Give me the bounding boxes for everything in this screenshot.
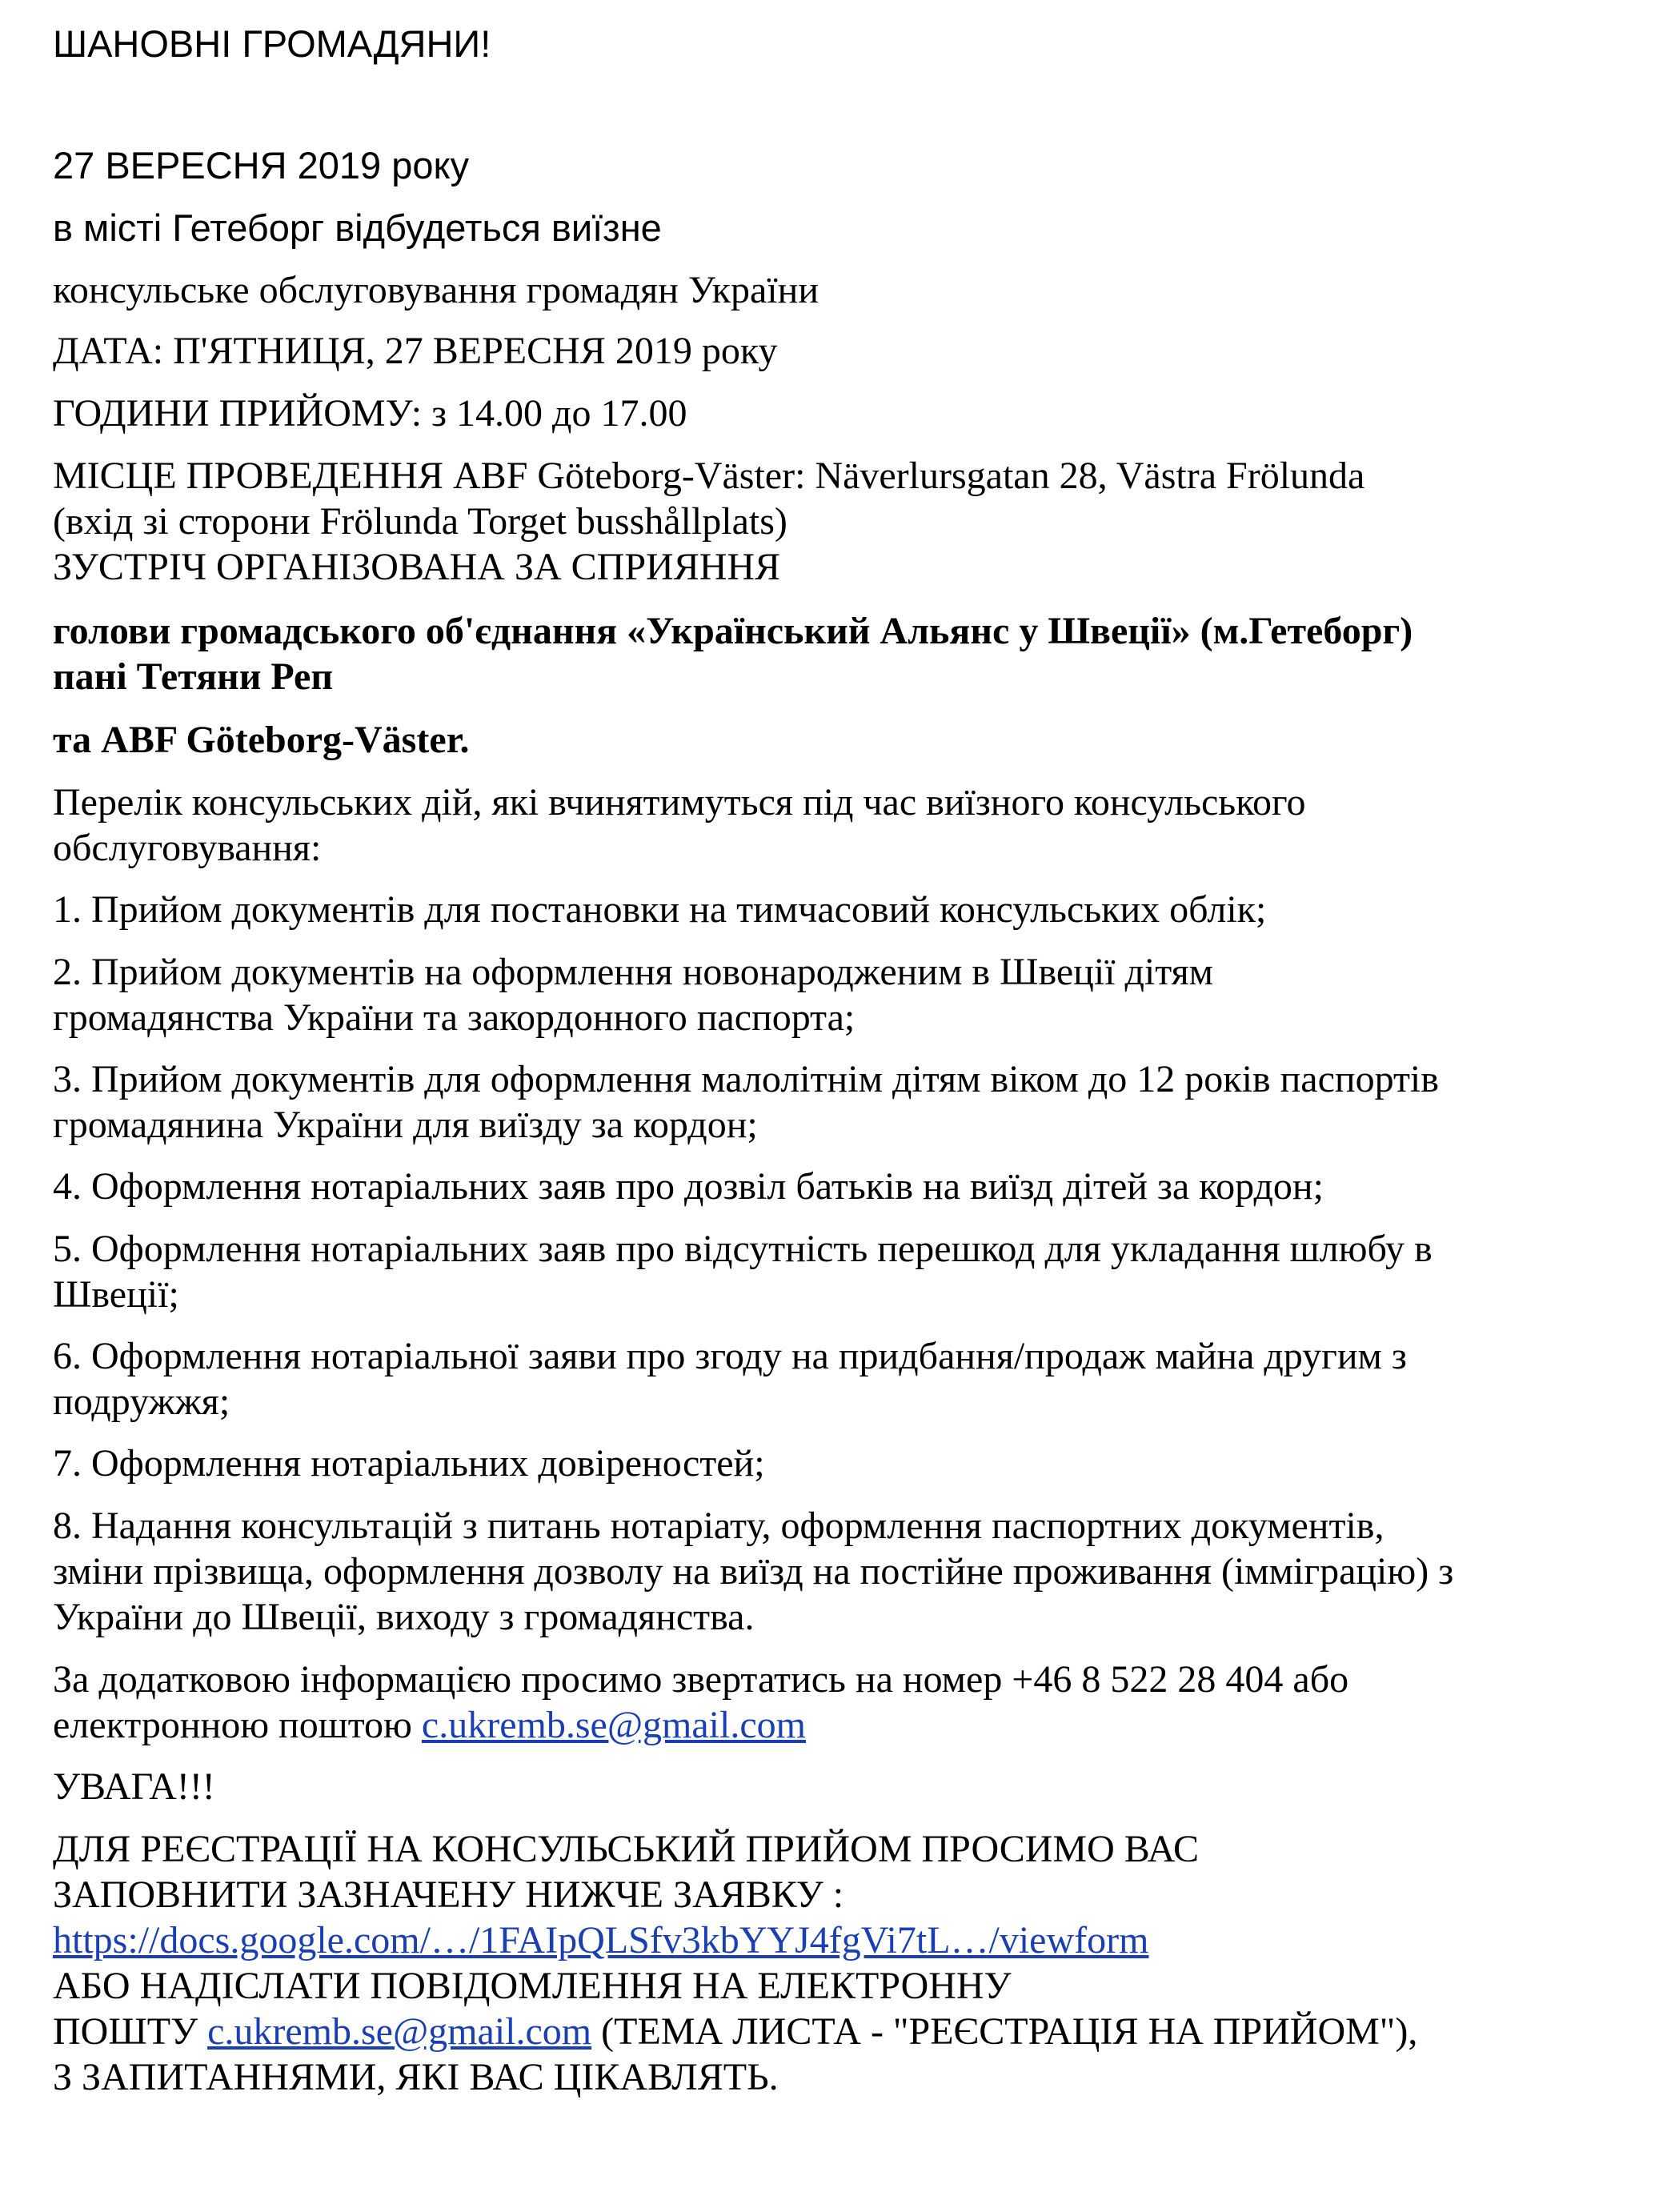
list-intro	[53, 779, 1306, 871]
date-detail: ДАТА: П'ЯТНИЦЯ, 27 ВЕРЕСНЯ 2019 року	[53, 330, 778, 372]
registration-email-suffix: (ТЕМА ЛИСТА - "РЕЄСТРАЦІЯ НА ПРИЙОМ"),	[591, 2010, 1418, 2053]
list-item-line: Швеції;	[53, 1273, 179, 1316]
list-item-line: подружжя;	[53, 1380, 230, 1423]
list-item-line: зміни прізвища, оформлення дозволу на виїзд на постійне проживання (імміграцію) з	[53, 1550, 1454, 1593]
organizers-block	[53, 608, 1413, 699]
list-item	[53, 1333, 1407, 1425]
place-line-1: МІСЦЕ ПРОВЕДЕННЯ ABF Göteborg-Väster: Näverlursgatan 28, Västra Frölunda	[53, 455, 1365, 497]
registration-email-prefix: ПОШТУ	[53, 2010, 208, 2053]
contact-email-prefix: електронною поштою	[53, 1704, 422, 1746]
registration-line-4: АБО НАДІСЛАТИ ПОВІДОМЛЕННЯ НА ЕЛЕКТРОННУ	[53, 1965, 1012, 2007]
service-line: консульське обслуговування громадян України	[53, 269, 819, 311]
greeting-heading: ШАНОВНІ ГРОМАДЯНИ!	[53, 22, 491, 65]
list-intro-line-1: Перелік консульських дій, які вчинятимуться під час виїзного консульського	[53, 781, 1306, 823]
organizers-line-3: та ABF Göteborg-Väster.	[53, 719, 470, 761]
registration-form-link[interactable]: https://docs.google.com/…/1FAIpQLSfv3kbYYJ4fgVi7tL…/viewform	[53, 1919, 1149, 1962]
event-date-line: 27 ВЕРЕСНЯ 2019 року	[53, 144, 470, 186]
list-item-line: громадянина України для виїзду за кордон;	[53, 1104, 758, 1146]
registration-line-2: ЗАПОВНИТИ ЗАЗНАЧЕНУ НИЖЧЕ ЗАЯВКУ :	[53, 1873, 844, 1916]
list-item	[53, 949, 1213, 1040]
registration-line-6: З ЗАПИТАННЯМИ, ЯКІ ВАС ЦІКАВЛЯТЬ.	[53, 2056, 779, 2098]
list-item-line: 2. Прийом документів на оформлення новонародженим в Швеції дітям	[53, 951, 1214, 993]
hours-detail: ГОДИНИ ПРИЙОМУ: з 14.00 до 17.00	[53, 392, 687, 435]
list-item	[53, 1226, 1433, 1317]
list-item	[53, 1503, 1453, 1640]
list-item: 4. Оформлення нотаріальних заяв про дозвіл батьків на виїзд дітей за кордон;	[53, 1165, 1324, 1208]
organized-line: ЗУСТРІЧ ОРГАНІЗОВАНА ЗА СПРИЯННЯ	[53, 546, 781, 588]
place-detail	[53, 453, 1364, 590]
contact-email-link[interactable]: c.ukremb.se@gmail.com	[421, 1704, 806, 1746]
contact-line-2	[53, 1702, 1348, 1748]
list-item-line: 8. Надання консультацій з питань нотаріату, оформлення паспортних документів,	[53, 1505, 1384, 1547]
contact-line-1: За додатковою інформацією просимо звертатись на номер +46 8 522 28 404 або	[53, 1658, 1349, 1701]
place-line-2: (вхід зі сторони Frölunda Torget busshållplats)	[53, 500, 787, 543]
list-intro-line-2: обслуговування:	[53, 827, 322, 869]
list-item-line: України до Швеції, виходу з громадянства.	[53, 1596, 755, 1638]
registration-form-line	[53, 1917, 1417, 1963]
contact-block	[53, 1657, 1348, 1748]
list-item-line: 3. Прийом документів для оформлення малолітнім дітям віком до 12 років паспортів	[53, 1058, 1439, 1100]
registration-line-5	[53, 2009, 1417, 2054]
list-item	[53, 1056, 1439, 1148]
organizers-line-1: голови громадського об'єднання «Український Альянс у Швеції» (м.Гетеборг)	[53, 610, 1413, 652]
list-item-line: 6. Оформлення нотаріальної заяви про згоду на придбання/продаж майна другим з	[53, 1335, 1407, 1377]
list-item-line: громадянства України та закордонного паспорта;	[53, 996, 856, 1039]
registration-block	[53, 1826, 1417, 2100]
attention-title: УВАГА!!!	[53, 1765, 215, 1808]
list-item: 1. Прийом документів для постановки на тимчасовий консульських облік;	[53, 888, 1267, 931]
event-city-line: в місті Гетеборг відбудеться виїзне	[53, 206, 662, 249]
list-item-line: 5. Оформлення нотаріальних заяв про відсутність перешкод для укладання шлюбу в	[53, 1228, 1433, 1270]
list-item: 7. Оформлення нотаріальних довіреностей;	[53, 1442, 765, 1485]
organizers-line-2: пані Тетяни Реп	[53, 655, 334, 698]
registration-line-1: ДЛЯ РЕЄСТРАЦІЇ НА КОНСУЛЬСЬКИЙ ПРИЙОМ ПРОСИМО ВАС	[53, 1828, 1200, 1870]
registration-email-link[interactable]: c.ukremb.se@gmail.com	[207, 2010, 592, 2053]
